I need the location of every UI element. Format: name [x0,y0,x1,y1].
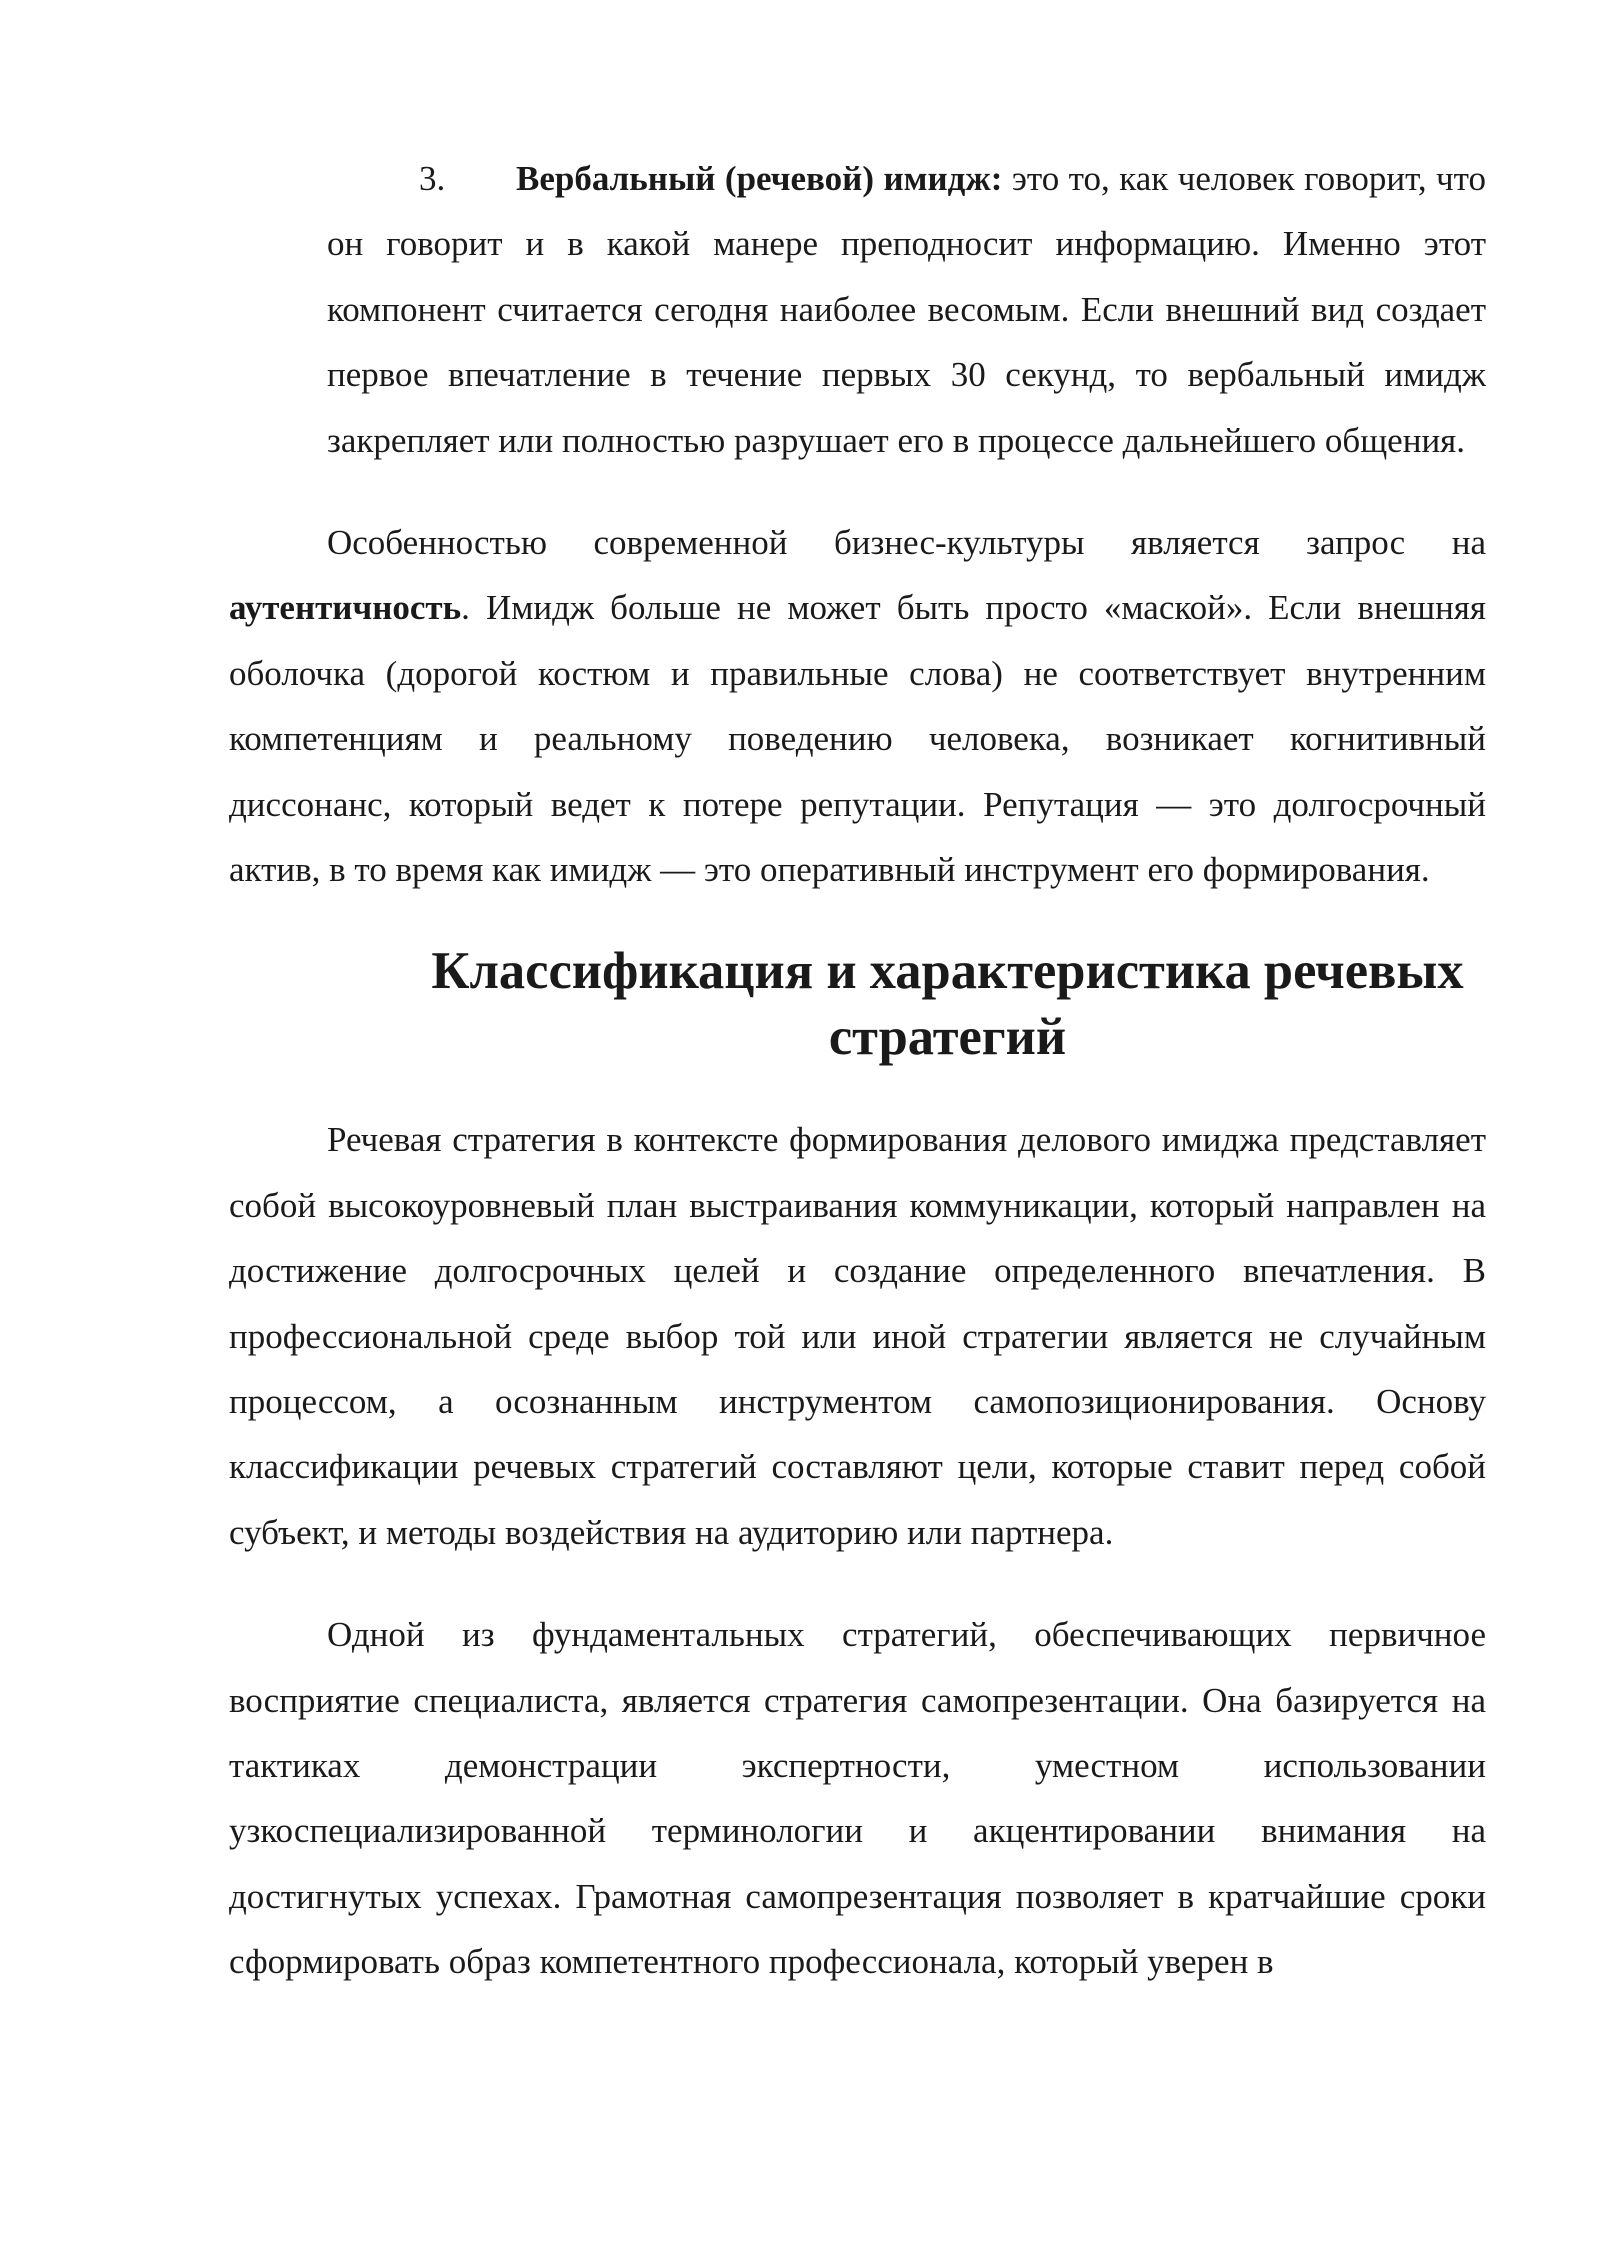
paragraph-authenticity [229,510,1486,902]
list-item-term: Вербальный (речевой) имидж: [516,159,1003,198]
paragraph-speech-strategy: Речевая стратегия в контексте формирования делового имиджа представляет собой высокоуровневый план выстраивания коммуникации, который направлен на достижение долгосрочных целей и создание определенного впечатления. В профессиональной среде выбор той или иной стратегии является не случайным процессом, а осознанным инструментом самопозиционирования. Основу классификации речевых стратегий составляют цели, которые ставит перед собой субъект, и методы воздействия на аудиторию или партнера. [229,1120,1486,1552]
list-number: 3. [419,159,446,198]
paragraph-authenticity-end: . Имидж больше не может быть просто «маской». Если внешняя оболочка (дорогой костюм и правильные слова) не соответствует внутренним компетенциям и реальному поведению человека, возникает когнитивный диссонанс, который ведет к потере репутации. Репутация — это долгосрочный актив, в то время как имидж — это оперативный инструмент его формирования. [229,588,1486,890]
section-heading: Классификация и характеристика речевых стратегий [431,942,1464,1066]
paragraph-self-presentation: Одной из фундаментальных стратегий, обеспечивающих первичное восприятие специалиста, является стратегия самопрезентации. Она базируется на тактиках демонстрации экспертности, уместном использовании узкоспециализированной терминологии и акцентировании внимания на достигнутых успехах. Грамотная самопрезентация позволяет в кратчайшие сроки сформировать образ компетентного профессионала, который уверен в [229,1615,1486,1982]
authenticity-term: аутентичность [229,588,462,628]
paragraph-authenticity-start: Особенностью современной бизнес-культуры является запрос на [327,523,1486,563]
page-content [229,146,1486,1995]
list-item-text [327,146,1486,473]
list-item-body: это то, как человек говорит, что он говорит и в какой манере преподносит информацию. Именно этот компонент считается сегодня наиболее весомым. Если внешний вид создает первое впечатление в течение первых 30 секунд, то вербальный имидж закрепляет или полностью разрушает его в процессе дальнейшего общения. [327,159,1486,460]
list-item-verbal-image [327,146,1486,473]
